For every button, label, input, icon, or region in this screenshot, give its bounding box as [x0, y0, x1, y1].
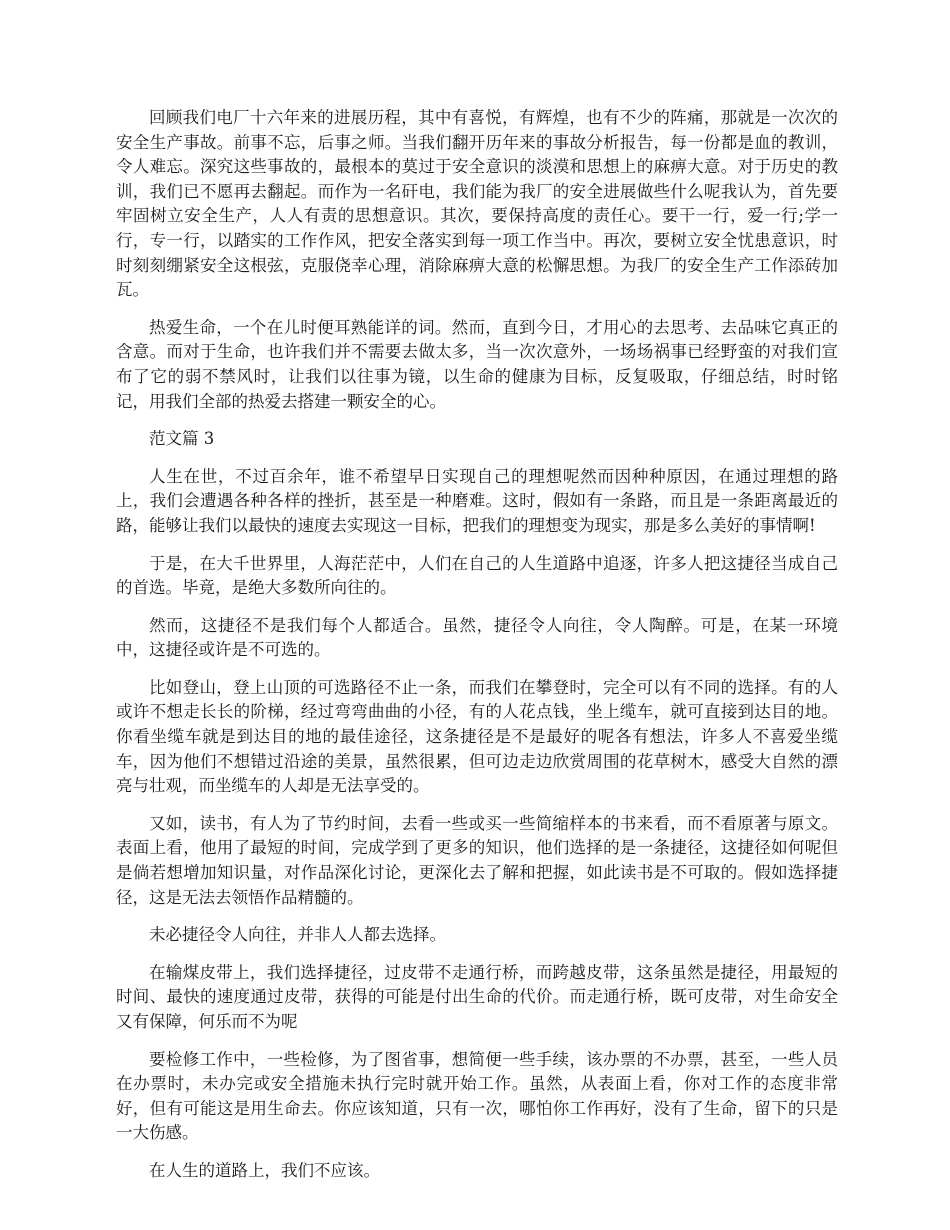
paragraph-5: 然而，这捷径不是我们每个人都适合。虽然，捷径令人向往，令人陶醉。可是，在某一环境中，这捷径或许是不可选的。	[116, 615, 838, 660]
paragraph-3: 人生在世，不过百余年，谁不希望早日实现自己的理想呢然而因种种原因，在通过理想的路上，我们会遭遇各种各样的挫折，甚至是一种磨难。这时，假如有一条路，而且是一条距离最近的路，能够让我们以最快的速度去实现这一目标，把我们的理想变为现实，那是多么美好的事情啊!	[116, 466, 838, 535]
paragraph-1: 回顾我们电厂十六年来的进展历程，其中有喜悦，有辉煌，也有不少的阵痛，那就是一次次的安全生产事故。前事不忘，后事之师。当我们翻开历年来的事故分析报告，每一份都是血的教训，令人难忘。深究这些事故的，最根本的莫过于安全意识的淡漠和思想上的麻痹大意。对于历史的教训，我们已不愿再去翻起。而作为一名矸电，我们能为我厂的安全进展做些什么呢我认为，首先要牢固树立安全生产，人人有责的思想意识。其次，要保持高度的责任心。要干一行，爱一行;学一行，专一行，以踏实的工作作风，把安全落实到每一项工作当中。再次，要树立安全忧患意识，时时刻刻绷紧安全这根弦，克服侥幸心理，消除麻痹大意的松懈思想。为我厂的安全生产工作添砖加瓦。	[116, 108, 838, 300]
section-heading: 范文篇 3	[149, 429, 215, 449]
paragraph-8: 未必捷径令人向往，并非人人都去选择。	[149, 925, 446, 945]
paragraph-4: 于是，在大千世界里，人海茫茫中，人们在自己的人生道路中追逐，许多人把这捷径当成自己的首选。毕竟，是绝大多数所向往的。	[116, 553, 838, 598]
paragraph-2: 热爱生命，一个在儿时便耳熟能详的词。然而，直到今日，才用心的去思考、去品味它真正的含意。而对于生命，也许我们并不需要去做太多，当一次次意外，一场场祸事已经野蛮的对我们宣布了它的弱不禁风时，让我们以往事为镜，以生命的健康为目标，反复吸取，仔细总结，时时铭记，用我们全部的热爱去搭建一颗安全的心。	[116, 317, 838, 411]
paragraph-10: 要检修工作中，一些检修，为了图省事，想简便一些手续，该办票的不办票，甚至，一些人员在办票时，未办完或安全措施未执行完时就开始工作。虽然，从表面上看，你对工作的态度非常好，但有可能这是用生命去。你应该知道，只有一次，哪怕你工作再好，没有了生命，留下的只是一大伤感。	[116, 1049, 838, 1143]
paragraph-11: 在人生的道路上，我们不应该。	[149, 1160, 380, 1180]
paragraph-7: 又如，读书，有人为了节约时间，去看一些或买一些简缩样本的书来看，而不看原著与原文。表面上看，他用了最短的时间，完成学到了更多的知识，他们选择的是一条捷径，这捷径如何呢但是倘若想增加知识量，对作品深化讨论，更深化去了解和把握，如此读书是不可取的。假如选择捷径，这是无法去领悟作品精髓的。	[116, 813, 838, 907]
document-body	[116, 106, 838, 1197]
paragraph-6: 比如登山，登上山顶的可选路径不止一条，而我们在攀登时，完全可以有不同的选择。有的人或许不想走长长的阶梯，经过弯弯曲曲的小径，有的人花点钱，坐上缆车，就可直接到达目的地。你看坐缆车就是到达目的地的最佳途径，这条捷径是不是最好的呢各有想法，许多人不喜爱坐缆车，因为他们不想错过沿途的美景，虽然很累，但可边走边欣赏周围的花草树木，感受大自然的漂亮与壮观，而坐缆车的人却是无法享受的。	[116, 677, 838, 796]
paragraph-9: 在输煤皮带上，我们选择捷径，过皮带不走通行桥，而跨越皮带，这条虽然是捷径，用最短的时间、最快的速度通过皮带，获得的可能是付出生命的代价。而走通行桥，既可皮带，对生命安全又有保障，何乐而不为呢	[116, 962, 838, 1031]
